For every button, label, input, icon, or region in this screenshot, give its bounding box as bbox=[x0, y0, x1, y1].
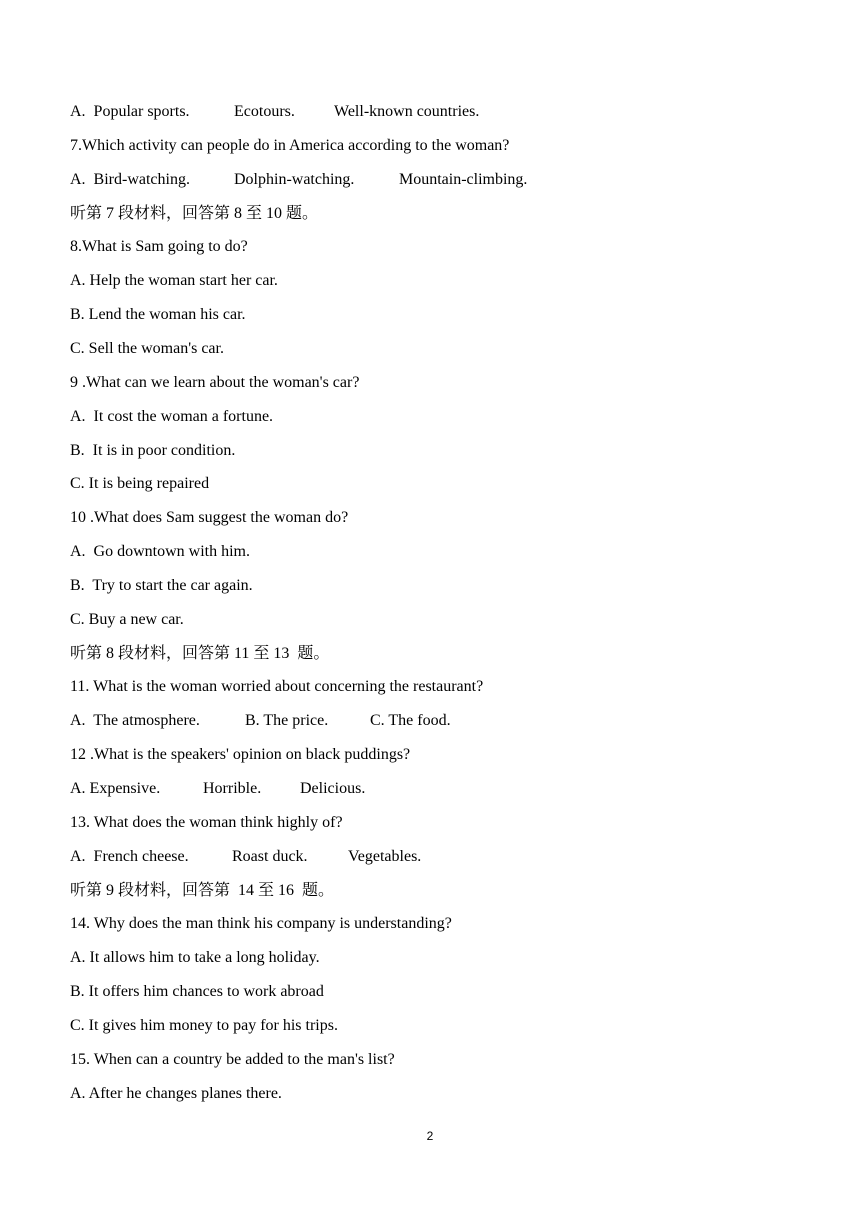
answer-option: C. Buy a new car. bbox=[70, 610, 184, 628]
section-instruction: 听第 9 段材料，回答第 14 至 16 题。 bbox=[70, 881, 335, 899]
section-instruction: 听第 8 段材料，回答第 11 至 13 题。 bbox=[70, 644, 330, 662]
answer-option: Vegetables. bbox=[348, 847, 422, 865]
answer-option: A. It allows him to take a long holiday. bbox=[70, 949, 320, 967]
question-text: 11. What is the woman worried about concerning the restaurant? bbox=[70, 678, 484, 696]
section-instruction: 听第 7 段材料，回答第 8 至 10 题。 bbox=[70, 204, 319, 222]
question-text: 7.Which activity can people do in America according to the woman? bbox=[70, 136, 510, 154]
answer-option: Delicious. bbox=[300, 780, 366, 797]
question-text: 10 .What does Sam suggest the woman do? bbox=[70, 509, 349, 527]
answer-option: A. The atmosphere. bbox=[70, 712, 200, 730]
question-text: 9 .What can we learn about the woman's car? bbox=[70, 373, 360, 391]
answer-option: A. Help the woman start her car. bbox=[70, 272, 278, 290]
answer-option: Horrible. bbox=[203, 780, 262, 797]
answer-option: A. Expensive. bbox=[70, 780, 161, 797]
question-text: 13. What does the woman think highly of? bbox=[70, 813, 343, 831]
answer-option: B. It offers him chances to work abroad bbox=[70, 983, 324, 1001]
answer-option: A. It cost the woman a fortune. bbox=[70, 407, 274, 425]
answer-option: C. It gives him money to pay for his trips. bbox=[70, 1016, 338, 1034]
question-text: 12 .What is the speakers' opinion on black puddings? bbox=[70, 746, 411, 764]
answer-option: B. Try to start the car again. bbox=[70, 576, 253, 594]
answer-option: Roast duck. bbox=[232, 847, 308, 865]
answer-option: Ecotours. bbox=[234, 103, 295, 120]
page-number: 2 bbox=[426, 1129, 434, 1143]
answer-option: A. French cheese. bbox=[70, 847, 189, 865]
answer-option: Dolphin-watching. bbox=[234, 170, 355, 188]
answer-option: C. The food. bbox=[370, 712, 451, 730]
question-text: 8.What is Sam going to do? bbox=[70, 238, 248, 256]
answer-option: B. The price. bbox=[245, 712, 329, 730]
answer-option: B. It is in poor condition. bbox=[70, 441, 236, 459]
answer-option: B. Lend the woman his car. bbox=[70, 306, 246, 324]
answer-option: A. Bird-watching. bbox=[70, 170, 190, 188]
answer-option: Well-known countries. bbox=[334, 103, 480, 120]
answer-option: A. Go downtown with him. bbox=[70, 543, 250, 561]
answer-option: A. After he changes planes there. bbox=[70, 1084, 282, 1102]
answer-option: Mountain-climbing. bbox=[399, 170, 528, 188]
question-text: 14. Why does the man think his company is understanding? bbox=[70, 915, 452, 933]
answer-option: C. It is being repaired bbox=[70, 475, 210, 493]
question-text: 15. When can a country be added to the man's list? bbox=[70, 1050, 395, 1068]
answer-option: A. Popular sports. bbox=[70, 103, 190, 120]
answer-option: C. Sell the woman's car. bbox=[70, 339, 224, 357]
